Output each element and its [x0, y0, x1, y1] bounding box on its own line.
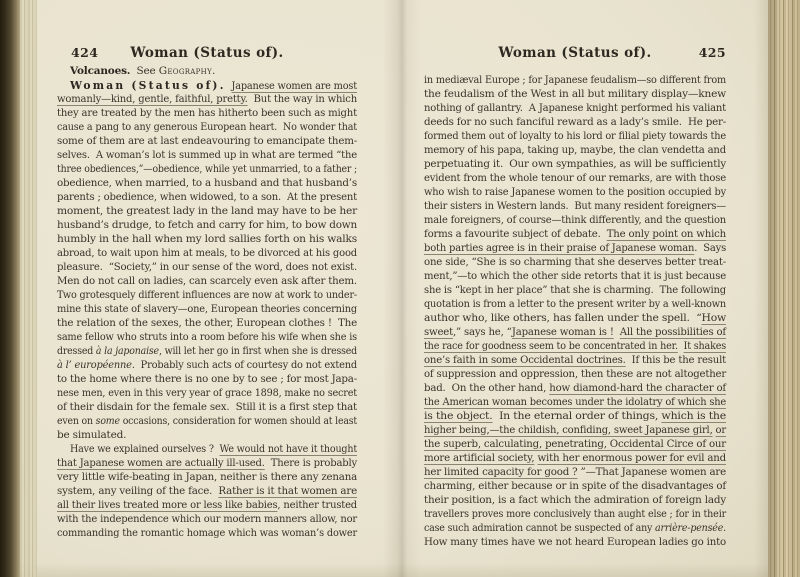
text-line: humbly in the hall when my lord sallies forth on his walks [57, 233, 357, 245]
text-line: the American woman becomes under the idolatry of which she [424, 396, 726, 408]
text-line: travellers proves more conclusively than aught else ; for in their [424, 508, 726, 520]
text-line: obedience, when married, to a husband and that husband’s [57, 177, 357, 189]
text-line: forms a favourite subject of debate. The only point on which [424, 228, 726, 240]
left-page-number: 424 [71, 45, 99, 60]
right-page-number: 425 [698, 45, 726, 60]
text-line: bad. On the other hand, how diamond-hard the character of [424, 382, 726, 394]
text-line: three obediences,”—obedience, while yet unmarried, to a father ; [57, 163, 357, 175]
text-line: Have we explained ourselves ? We would not have it thought [70, 443, 357, 455]
left-running-title: Woman (Status of). [130, 45, 284, 61]
text-line: formed them out of loyalty to his lord or filial piety towards the [424, 130, 726, 142]
text-line: mine this state of slavery—one, European theories concerning [57, 303, 357, 315]
fore-edge-shadow [754, 0, 768, 577]
text-line: Volcanoes. See Geography. [70, 65, 216, 77]
text-line: with the independence which our modern manners allow, nor [57, 513, 357, 525]
text-line: the relation of the sexes, the other, European clothes ! The [57, 317, 357, 329]
text-line: moment, the greatest lady in the land may have to be her [57, 205, 357, 217]
text-line: ment,”—to which the other side retorts that it is just because [424, 270, 726, 282]
text-line: some of them are at last endeavouring to emancipate them- [57, 135, 357, 147]
text-line: memory of his papa, taking up, maybe, the clan vendetta and [424, 144, 726, 156]
text-line: of suppression and oppression, then these are not altogether [424, 368, 726, 380]
text-line: of their disdain for the female sex. Still it is a first step that [57, 401, 357, 413]
text-line: the superb, calculating, penetrating, Occidental Circe of our [424, 438, 726, 450]
text-line: womanly—kind, gentle, faithful, pretty. But the way in which [57, 93, 357, 105]
text-line: in mediæval Europe ; for Japanese feudalism—so different from [424, 74, 726, 86]
text-line: who wish to raise Japanese women to the position occupied by [424, 186, 726, 198]
text-line: husband’s drudge, to fetch and carry for him, to bow down [57, 219, 357, 231]
text-line: perpetuating it. Our own sympathies, as will be sufficiently [424, 158, 726, 170]
text-line: their position, is a fact which the admiration of foreign lady [424, 494, 726, 506]
book-cover-edge [0, 0, 20, 577]
text-line: Two grotesquely different influences are now at work to under- [57, 289, 357, 301]
text-line: à l’ européenne. Probably such acts of courtesy do not extend [57, 359, 357, 371]
right-page-header [424, 45, 726, 62]
text-line: case such admiration cannot be suspected of any arrière-pensée. [424, 522, 726, 534]
text-line: same fellow who struts into a room before his wife when she is [57, 331, 357, 343]
text-line: be simulated. [57, 429, 127, 441]
fore-edge [768, 0, 800, 577]
text-line: evident from the whole tenour of our remarks, are with those [424, 172, 726, 184]
text-line: one side, “She is so charming that she deserves better treat- [424, 256, 726, 268]
left-page-text [57, 64, 357, 540]
text-line: even on some occasions, consideration for women should at least [57, 415, 357, 427]
text-line: all their lives treated more or less like babies, neither trusted [57, 499, 357, 511]
text-line: quotation is from a letter to the present writer by a well-known [424, 298, 726, 310]
text-line: more artificial society, with her enormous power for evil and [424, 452, 726, 464]
text-line: her limited capacity for good ? ”—That Japanese women are [424, 466, 726, 478]
left-page-header [57, 45, 357, 62]
text-line: one’s faith in some Occidental doctrines. If this be the result [424, 354, 726, 366]
text-line: Woman (Status of). Japanese women are most [70, 78, 357, 92]
text-line: abroad, to wait upon him at meals, to be divorced at his good [57, 247, 357, 259]
text-line: pleasure. “Society,” in our sense of the word, does not exist. [57, 261, 357, 273]
text-line: she is “kept in her place” that she is charming. The following [424, 284, 726, 296]
text-line: higher being,—the childish, confiding, sweet Japanese girl, or [424, 424, 726, 436]
text-line: How many times have we not heard European ladies go into [424, 536, 726, 548]
right-page-text [424, 73, 726, 549]
text-line: author who, like others, has fallen under the spell. “How [424, 312, 726, 324]
text-line: parents ; obedience, when widowed, to a son. At the present [57, 191, 357, 203]
right-running-title: Woman (Status of). [498, 45, 652, 61]
text-line: male foreigners, of course—think differently, and the question [424, 214, 726, 226]
text-line: the feudalism of the West in all but military display—knew [424, 88, 726, 100]
text-line: dressed à la japonaise, will let her go in first when she is dressed [57, 345, 357, 357]
text-line: cause a pang to any generous European heart. No wonder that [57, 121, 357, 133]
text-line: commanding the romantic homage which was woman’s dower [57, 527, 357, 539]
text-line: nothing of gallantry. A Japanese knight performed his valiant [424, 102, 726, 114]
text-line: both parties agree is in their praise of Japanese woman. Says [424, 242, 726, 254]
text-line: selves. A woman’s lot is summed up in what are termed “the [57, 149, 357, 161]
text-line: is the object. In the eternal order of things, which is the [424, 410, 726, 422]
spine-gutter [383, 0, 421, 577]
text-line: Men do not call on ladies, can scarcely even ask after them. [57, 275, 357, 287]
text-line: deeds for no such fanciful reward as a lady’s smile. He per- [424, 116, 726, 128]
text-line: system, any veiling of the face. Rather is it that women are [57, 485, 357, 497]
left-page-edge-stack [20, 0, 37, 577]
text-line: very little wife-beating in Japan, neither is there any zenana [57, 471, 357, 483]
text-line: that Japanese women are actually ill-used. There is probably [57, 457, 357, 469]
text-line: nese men, even in this very year of grace 1898, make no secret [57, 387, 357, 399]
text-line: sweet,” says he, “Japanese woman is ! All the possibilities of [424, 326, 726, 338]
text-line: their sisters in Western lands. But many resident foreigners— [424, 200, 726, 212]
text-line: charming, either because or in spite of the disadvantages of [424, 480, 726, 492]
text-line: the race for goodness seem to be concentrated in her. It shakes [424, 340, 726, 352]
text-line: they are treated by the men has hitherto been such as might [57, 107, 357, 119]
text-line: to the home where there is no one by to see ; for most Japa- [57, 373, 357, 385]
